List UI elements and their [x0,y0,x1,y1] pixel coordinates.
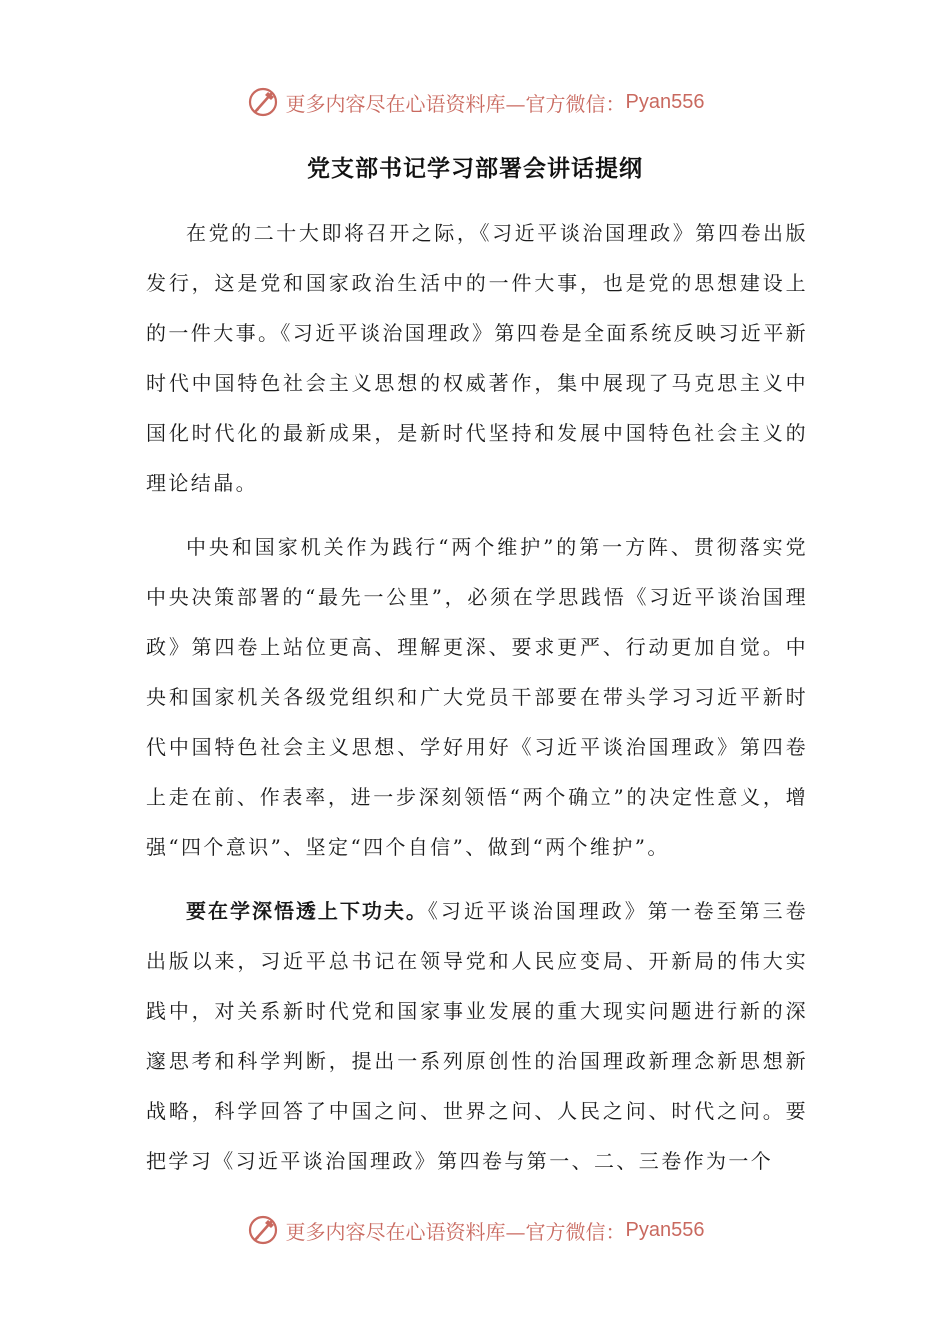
paragraph-3 [146,886,808,1186]
watermark-text: 更多内容尽在心语资料库—官方微信： [285,1219,626,1244]
watermark-wechat-id: Pyan556 [625,90,705,113]
paragraph-1 [146,208,808,508]
pen-logo-icon [246,85,280,119]
pen-logo-icon [246,1213,280,1247]
watermark-banner-top [0,82,950,122]
document-title: 党支部书记学习部署会讲话提纲 [307,155,643,182]
watermark-text: 更多内容尽在心语资料库—官方微信： [285,91,626,116]
paragraph-2-text: 中央和国家机关作为践行“两个维护”的第一方阵、贯彻落实党中央决策部署的“最先一公里”，必须在学思践悟《习近平谈治国理政》第四卷上站位更高、理解更深、要求更严、行动更加自觉。中央和国家机关各级党组织和广大党员干部要在带头学习习近平新时代中国特色社会主义思想、学好用好《习近平谈治国理政》第四卷上走在前、作表率，进一步深刻领悟“两个确立”的决定性意义，增强“四个意识”、坚定“四个自信”、做到“两个维护”。 [146,535,808,859]
paragraph-2 [146,522,808,872]
paragraph-3-lead: 要在学深悟透上下功夫。 [186,899,428,923]
document-body [146,208,808,1186]
paragraph-3-text: 《习近平谈治国理政》第一卷至第三卷出版以来，习近平总书记在领导党和人民应变局、开新局的伟大实践中，对关系新时代党和国家事业发展的重大现实问题进行新的深邃思考和科学判断，提出一系列原创性的治国理政新理念新思想新战略，科学回答了中国之问、世界之问、人民之问、时代之问。要把学习《习近平谈治国理政》第四卷与第一、二、三卷作为一个 [146,899,808,1173]
watermark-wechat-id: Pyan556 [625,1218,705,1241]
paragraph-1-text: 在党的二十大即将召开之际，《习近平谈治国理政》第四卷出版发行，这是党和国家政治生活中的一件大事，也是党的思想建设上的一件大事。《习近平谈治国理政》第四卷是全面系统反映习近平新时代中国特色社会主义思想的权威著作，集中展现了马克思主义中国化时代化的最新成果，是新时代坚持和发展中国特色社会主义的理论结晶。 [146,221,808,495]
watermark-banner-bottom [0,1210,950,1250]
